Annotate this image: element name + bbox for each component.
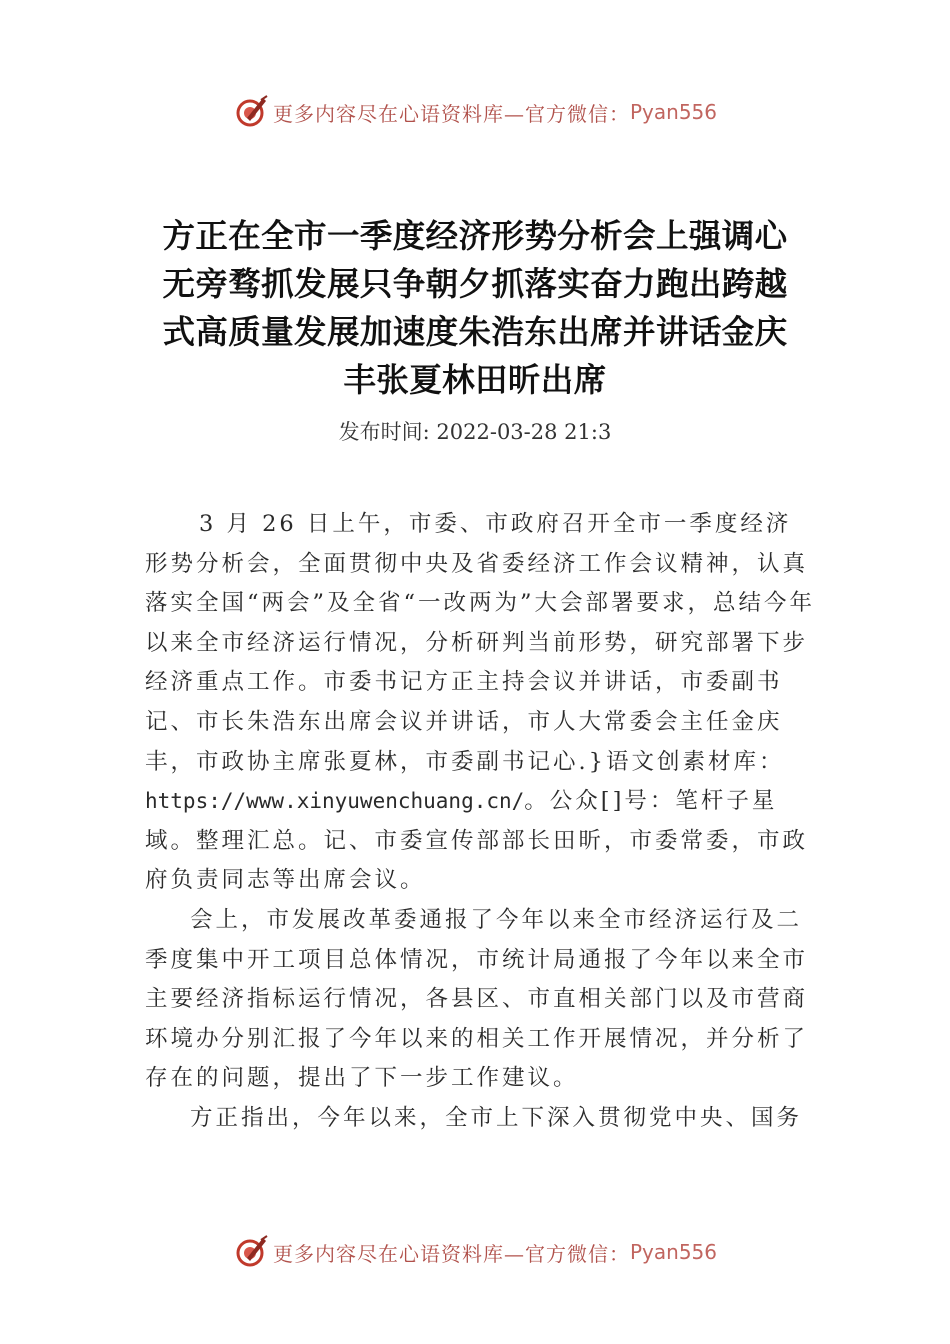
banner-contact: Pyan556 <box>629 1240 717 1264</box>
paragraph-1-tail: 。公众[]号：笔杆子星域。整理汇总。记、市委宣传部部长田昕，市委常委，市政府负责同志等出席会议。 <box>145 788 809 894</box>
article-body <box>145 505 815 1139</box>
paragraph-1 <box>145 505 815 901</box>
source-url: https://www.xinyuwenchuang.cn/ <box>145 789 525 814</box>
paragraph-2: 会上，市发展改革委通报了今年以来全市经济运行及二季度集中开工项目总体情况，市统计局通报了今年以来全市主要经济指标运行情况，各县区、市直相关部门以及市营商环境办分别汇报了今年以来的相关工作开展情况，并分析了存在的问题，提出了下一步工作建议。 <box>145 906 809 1092</box>
publish-date: 发布时间: 2022-03-28 21:3 <box>338 420 612 444</box>
article-title: 方正在全市一季度经济形势分析会上强调心无旁骛抓发展只争朝夕抓落实奋力跑出跨越式高质量发展加速度朱浩东出席并讲话金庆丰张夏林田昕出席 <box>162 217 788 399</box>
footer-watermark <box>0 1232 950 1272</box>
quill-pen-logo-icon <box>233 94 269 130</box>
paragraph-3: 方正指出，今年以来，全市上下深入贯彻党中央、国务 <box>190 1104 803 1131</box>
banner-slogan: 更多内容尽在心语资料库—官方微信： <box>272 1241 630 1266</box>
header-watermark <box>0 92 950 132</box>
banner-contact: Pyan556 <box>629 100 717 124</box>
paragraph-1-text: 3 月 26 日上午，市委、市政府召开全市一季度经济形势分析会，全面贯彻中央及省委经济工作会议精神，认真落实全国“两会”及全省“一改两为”大会部署要求，总结今年以来全市经济运行情况，分析研判当前形势，研究部署下步 经济重点工作。市委书记方正主持会议并讲话，市委副书记、市长朱浩东出席会议并讲话，市人大常委会主任金庆丰，市政协主席张夏林，市委副书记心.}语文创素材库： <box>145 511 816 775</box>
banner-slogan: 更多内容尽在心语资料库—官方微信： <box>272 101 630 126</box>
quill-pen-logo-icon <box>233 1234 269 1270</box>
